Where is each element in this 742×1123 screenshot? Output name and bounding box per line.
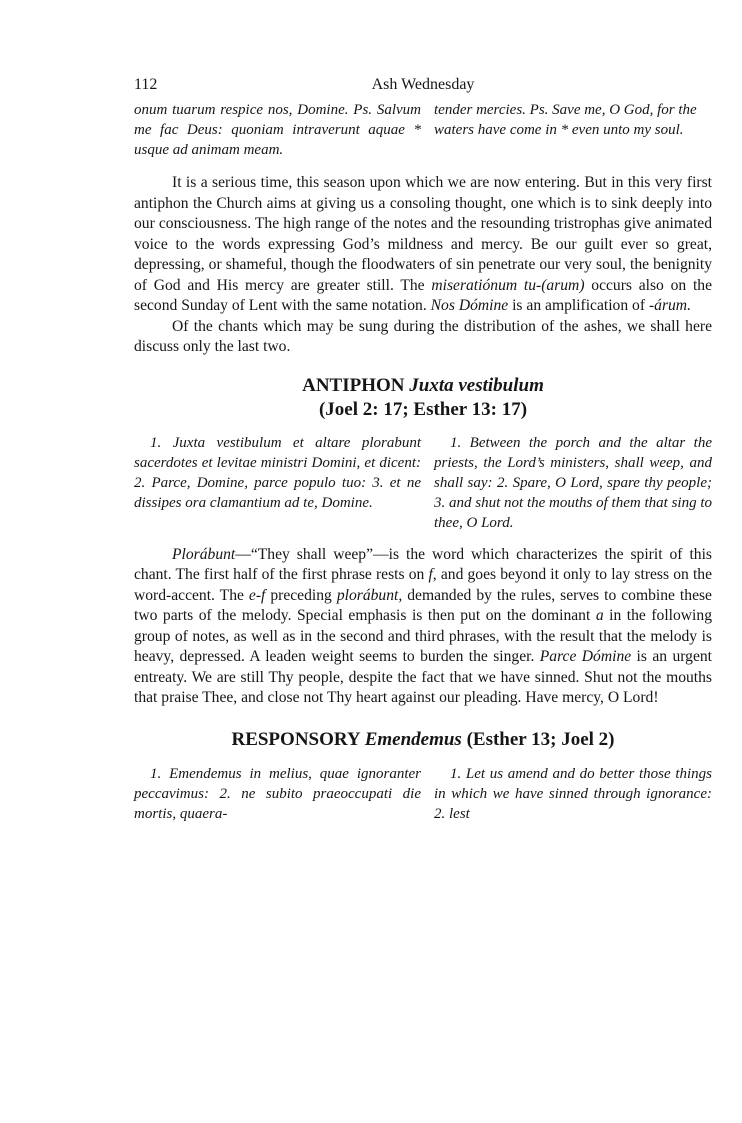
paragraph-text: occurs also on the second Sunday of Lent with the same notation. xyxy=(134,276,712,314)
antiphon-text-columns xyxy=(134,433,712,533)
paragraph-text: preceding xyxy=(265,586,337,604)
antiphon-reference: (Joel 2: 17; Esther 13: 17) xyxy=(318,398,528,420)
english-intro-text: tender mercies. Ps. Save me, O God, for the waters have come in * even unto my soul. xyxy=(434,102,697,138)
italic-term: Parce Dómine xyxy=(539,648,632,665)
antiphon-latin-text: 1. Juxta vestibulum et altare plorabunt sacerdotes et levitae ministri Domini, et dicent: 2. Parce, Domine, parce populo tuo: 3. et ne dissipes ora clamantium ad te, Domine. xyxy=(134,434,421,511)
paragraph-text: It is a serious time, this season upon which we are now entering. But in this very first antiphon the Church aims at giving us a consoling thought, one which is to sink deeply into our consciousness. The high range of the notes and the resounding tristrophas give animated voice to the words expressing God’s mildness and mercy. Be our guilt ever so great, depressing, or shameful, though the floodwaters of sin penetrate our very soul, the benignity of God and His mercy are greater still. The xyxy=(134,174,712,294)
responsory-english-text: 1. Let us amend and do better those things in which we have sinned through ignorance: 2. lest xyxy=(434,765,712,822)
responsory-label: RESPONSORY xyxy=(231,728,360,750)
paragraph-text: is an amplification of xyxy=(508,297,649,314)
intro-text-columns xyxy=(134,100,712,160)
paragraph-text: in the following group of notes, as well as in the second and third phrases, with the result that the melody is heavy, depressed. A leaden weight seems to burden the singer. xyxy=(134,607,712,665)
antiphon-heading xyxy=(134,374,712,422)
italic-term: Plorábunt xyxy=(172,545,236,563)
italic-term: Nos Dómine xyxy=(430,297,509,314)
latin-intro-text: onum tuarum respice nos, Domine. Ps. Salvum me fac Deus: quoniam intraverunt aquae * usque ad animam meam. xyxy=(134,102,421,158)
italic-term: a xyxy=(595,607,604,624)
commentary-paragraph-3 xyxy=(134,545,712,709)
antiphon-english-text: 1. Between the porch and the altar the priests, the Lord’s ministers, shall weep, and shall say: 2. Spare, O Lord, spare thy people; 3. and shut not the mouths of them that sing to thee, O Lord. xyxy=(434,434,712,531)
page-number: 112 xyxy=(134,76,158,93)
antiphon-title xyxy=(134,374,712,398)
book-page xyxy=(134,70,712,824)
paragraph-text: is an urgent entreaty. We are still Thy people, despite the fact that we have sinned. Shut not the mouths that praise Thee, and close not Thy heart against our pleading. Have mercy, O Lord! xyxy=(134,648,712,706)
responsory-reference: (Esther 13; Joel 2) xyxy=(466,728,615,750)
running-head: Ash Wednesday xyxy=(371,76,475,93)
italic-term: e-f xyxy=(248,586,266,604)
responsory-heading xyxy=(134,728,712,752)
page-header xyxy=(134,70,712,96)
responsory-text-columns xyxy=(134,764,712,824)
responsory-name: Emendemus xyxy=(364,728,462,750)
antiphon-name: Juxta vestibulum xyxy=(409,374,544,396)
italic-term: plorábunt, xyxy=(336,586,403,604)
commentary-paragraph-2: Of the chants which may be sung during the distribution of the ashes, we shall here discuss only the last two. xyxy=(134,317,712,355)
responsory-latin-text: 1. Emendemus in melius, quae ignoranter peccavimus: 2. ne subito praeoccupati die mortis, quaera- xyxy=(134,765,421,822)
paragraph-text: —“They shall weep”—is the word which characterizes the spirit of this chant. The first half of the first phrase rests on xyxy=(134,545,712,583)
paragraph-text: and goes beyond it only to lay stress on the word-accent. The xyxy=(134,566,713,604)
responsory-title xyxy=(134,728,712,752)
paragraph-text: demanded by the rules, serves to combine these two parts of the melody. Special emphasis is then put on the dominant xyxy=(134,586,712,624)
italic-term: f, xyxy=(428,566,437,583)
commentary-paragraph-1 xyxy=(134,173,712,317)
antiphon-label: ANTIPHON xyxy=(302,374,405,396)
italic-term: -árum. xyxy=(648,297,691,314)
italic-term: miseratiónum tu-(arum) xyxy=(431,276,585,294)
